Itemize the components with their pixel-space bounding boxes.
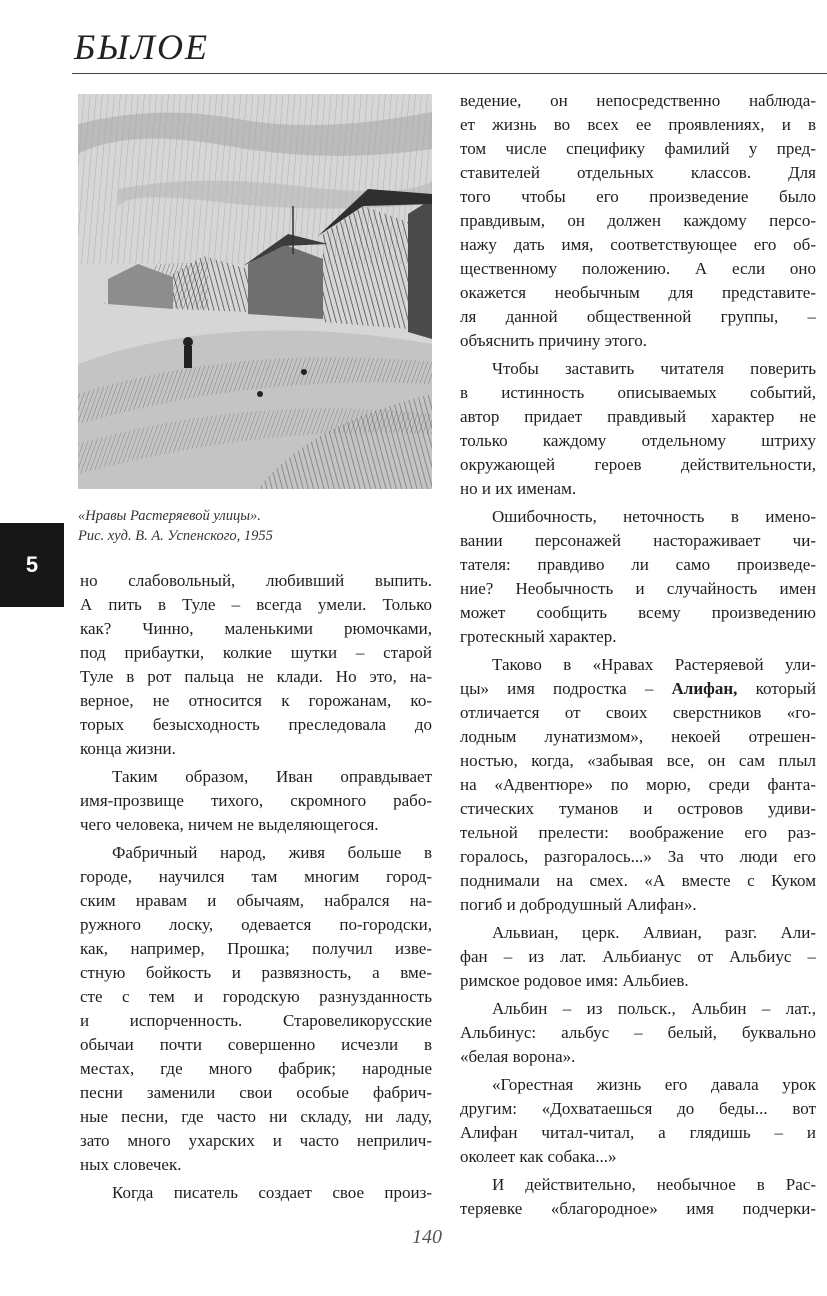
- text-line: конца жизни.: [80, 739, 176, 758]
- text-line: отличается от своих сверстников «го-: [460, 703, 816, 722]
- text-line: И действительно, необычное в Рас-: [492, 1175, 816, 1194]
- text-line: гротескный характер.: [460, 627, 617, 646]
- running-header: БЫЛОЕ: [74, 27, 209, 67]
- text-line: того чтобы его произведение было: [460, 187, 816, 206]
- text-line: Альбинус: альбус – белый, буквально: [460, 1023, 816, 1042]
- text-line: Альбин – из польск., Альбин – лат.,: [492, 999, 816, 1018]
- text-line: на «Адвентюре» по морю, среди фанта-: [460, 775, 816, 794]
- text-line: Таково в «Нравах Растеряевой ули-: [492, 655, 816, 674]
- text-line: другим: «Дохватаешься до беды... вот: [460, 1099, 816, 1118]
- street-engraving: [78, 94, 432, 489]
- text-line: лодным лунатизмом», некоей отрешен-: [460, 727, 816, 746]
- text-line: окажется необычным для представите-: [460, 283, 816, 302]
- text-line: городе, научился там многим город-: [80, 867, 432, 886]
- text-line: только каждому отдельному штриху: [460, 431, 816, 450]
- text-line: щественному положению. А если оно: [460, 259, 816, 278]
- text-line: фан – из лат. Альбианус от Альбиус –: [460, 947, 816, 966]
- text-line: как, например, Прошка; получил изве-: [80, 939, 432, 958]
- text-line: и испорченность. Старовеликорусские: [80, 1011, 432, 1030]
- text-line: нажу дать имя, соответствующее его об-: [460, 235, 816, 254]
- header-rule: [72, 73, 827, 74]
- text-line: может сообщить всему произведению: [460, 603, 816, 622]
- text-line: римское родовое имя: Альбиев.: [460, 971, 689, 990]
- text-line: но слабовольный, любивший выпить.: [80, 571, 432, 590]
- text-line: Чтобы заставить читателя поверить: [492, 359, 816, 378]
- text-line: околеет как собака...»: [460, 1147, 617, 1166]
- text-line: Туле в рот пальца не клади. Но это, на-: [80, 667, 432, 686]
- text-line: вании персонажей настораживает чи-: [460, 531, 816, 550]
- text-line: песни заменили свои особые фабрич-: [80, 1083, 432, 1102]
- figure-caption: [78, 506, 438, 546]
- text-line: тателя: правдиво ли само произведе-: [460, 555, 816, 574]
- text-line: ные песни, где часто ни складу, ни ладу,: [80, 1107, 432, 1126]
- text-line: местах, где много фабрик; народные: [80, 1059, 432, 1078]
- text-line: ведение, он непосредственно наблюда-: [460, 91, 816, 110]
- text-line: Таким образом, Иван оправдывает: [112, 767, 432, 786]
- text-line: ля данной общественной группы, –: [460, 307, 816, 326]
- text-line: том числе специфику фамилий у пред-: [460, 139, 816, 158]
- text-line: окружающей героев действительности,: [460, 455, 816, 474]
- text-line: торых безысходность преследовала до: [80, 715, 432, 734]
- text-line: теряевке «благородное» имя подчерки-: [460, 1199, 816, 1218]
- text-line: но и их именам.: [460, 479, 577, 498]
- text-line: ет жизнь во всех ее проявлениях, и в: [460, 115, 816, 134]
- text-line: Альвиан, церк. Алвиан, разг. Али-: [492, 923, 816, 942]
- left-column: [80, 569, 432, 1205]
- text-line: как? Чинно, маленькими рюмочками,: [80, 619, 432, 638]
- text-line: имя-прозвище тихого, скромного рабо-: [80, 791, 432, 810]
- text-line: ных словечек.: [80, 1155, 182, 1174]
- text-line: цы» имя подростка – Алифан, который: [460, 679, 816, 698]
- text-line: стную бойкость и развязность, а вме-: [80, 963, 432, 982]
- text-line: ние? Необычность и случайность имен: [460, 579, 816, 598]
- chapter-tab: 5: [0, 523, 64, 607]
- text-line: ностью, когда, «забывая все, он сам плыл: [460, 751, 816, 770]
- text-line: ружного лоску, одевается по-городски,: [80, 915, 432, 934]
- text-line: Алифан читал-читал, а глядишь – и: [460, 1123, 816, 1142]
- caption-line: Рис. худ. В. А. Успенского, 1955: [78, 528, 273, 544]
- page-number: 140: [412, 1226, 442, 1248]
- text-line: верное, не относится к горожанам, ко-: [80, 691, 432, 710]
- text-line: под прибаутки, колкие шутки – старой: [80, 643, 432, 662]
- text-line: поднимали на смех. «А вместе с Куком: [460, 871, 816, 890]
- text-line: ским нравам и обычаям, набрался на-: [80, 891, 432, 910]
- text-line: объяснить причину этого.: [460, 331, 647, 350]
- text-line: ставителей отдельных классов. Для: [460, 163, 816, 182]
- illustration: [78, 94, 432, 489]
- text-line: погиб и добродушный Алифан».: [460, 895, 697, 914]
- text-line: тельной прелести: воображение его раз-: [460, 823, 816, 842]
- text-line: Когда писатель создает свое произ-: [112, 1183, 432, 1202]
- text-line: зато много ухарских и часто неприлич-: [80, 1131, 432, 1150]
- text-line: автор придает правдивый характер не: [460, 407, 816, 426]
- text-line: А пить в Туле – всегда умели. Только: [80, 595, 432, 614]
- text-line: в истинность описываемых событий,: [460, 383, 816, 402]
- text-line: стических туманов и островов удиви-: [460, 799, 816, 818]
- caption-line: «Нравы Растеряевой улицы».: [78, 508, 261, 524]
- text-line: Ошибочность, неточность в имено-: [492, 507, 816, 526]
- text-line: правдивым, он должен каждому персо-: [460, 211, 816, 230]
- text-line: «белая ворона».: [460, 1047, 576, 1066]
- text-line: горалось, разгоралось...» За что люди его: [460, 847, 816, 866]
- text-line: чего человека, ничем не выделяющегося.: [80, 815, 379, 834]
- right-column: [460, 89, 816, 1221]
- text-line: «Горестная жизнь его давала урок: [492, 1075, 816, 1094]
- text-line: обычаи почти совершенно исчезли в: [80, 1035, 432, 1054]
- text-line: Фабричный народ, живя больше в: [112, 843, 432, 862]
- text-line: сте с тем и городскую разнузданность: [80, 987, 432, 1006]
